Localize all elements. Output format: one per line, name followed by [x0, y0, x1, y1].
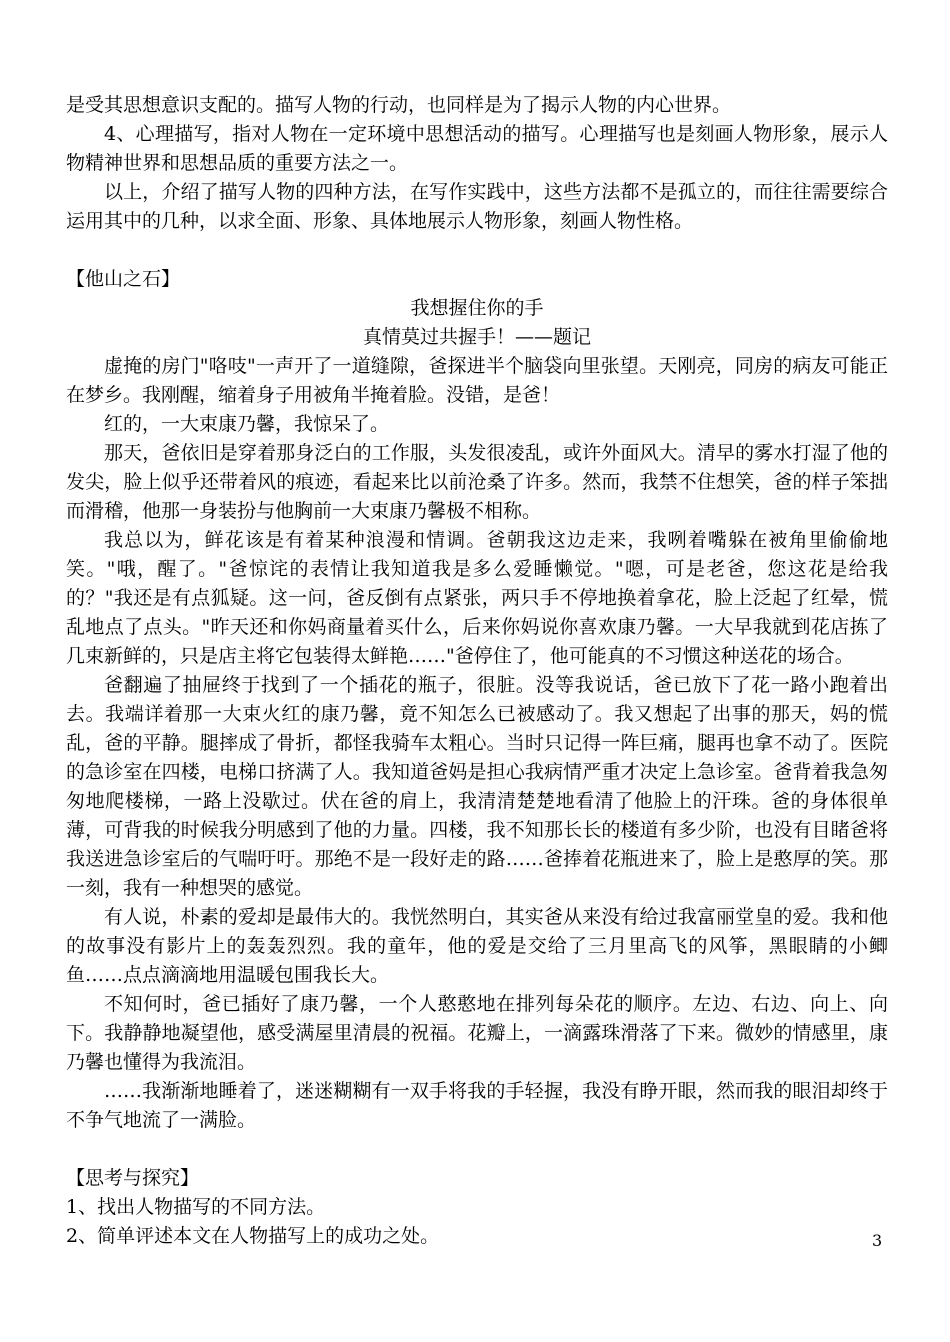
article-paragraph: 虚掩的房门"咯吱"一声开了一道缝隙，爸探进半个脑袋向里张望。天刚亮，同房的病友可能正在梦乡。我刚醒，缩着身子用被角半掩着脸。没错，是爸！ [66, 355, 888, 406]
spacer [66, 1135, 888, 1164]
article-paragraph: 那天，爸依旧是穿着那身泛白的工作服，头发很凌乱，或许外面风大。清早的雾水打湿了他的发尖，脸上似乎还带着风的痕迹，看起来比以前沧桑了许多。然而，我禁不住想笑，爸的样子笨拙而滑稽，他那一身装扮与他胸前一大束康乃馨极不相称。 [66, 442, 888, 522]
section-heading-examples: 【他山之石】 [66, 268, 181, 290]
question-item: 1、找出人物描写的不同方法。 [66, 1196, 326, 1218]
article-paragraph: 爸翻遍了抽屉终于找到了一个插花的瓶子，很脏。没等我说话，爸已放下了花一路小跑着出去。我端详着那一大束火红的康乃馨，竟不知怎么已被感动了。我又想起了出事的那天，妈的慌乱，爸的平静。腿摔成了骨折，都怪我骑车太粗心。当时只记得一阵巨痛，腿再也拿不动了。医院的急诊室在四楼，电梯口挤满了人。我知道爸妈是担心我病情严重才决定上急诊室。爸背着我急匆匆地爬楼梯，一路上没歇过。伏在爸的肩上，我清清楚楚地看清了他脸上的汗珠。爸的身体很单薄，可背我的时候我分明感到了他的力量。四楼，我不知那长长的楼道有多少阶，也没有目睹爸将我送进急诊室后的气喘吁吁。那绝不是一段好走的路……爸捧着花瓶进来了，脸上是憨厚的笑。那一刻，我有一种想哭的感觉。 [66, 674, 888, 899]
article-title: 我想握住你的手 [410, 297, 544, 319]
intro-paragraph-3: 以上，介绍了描写人物的四种方法，在写作实践中，这些方法都不是孤立的，而往往需要综合运用其中的几种，以求全面、形象、具体地展示人物形象，刻画人物性格。 [66, 181, 888, 232]
article-paragraph: 有人说，朴素的爱却是最伟大的。我恍然明白，其实爸从来没有给过我富丽堂皇的爱。我和他的故事没有影片上的轰轰烈烈。我的童年，他的爱是交给了三月里高飞的风筝，黑眼睛的小鲫鱼……点点滴滴地用温暖包围我长大。 [66, 906, 888, 986]
intro-paragraph-2: 4、心理描写，指对人物在一定环境中思想活动的描写。心理描写也是刻画人物形象，展示人物精神世界和思想品质的重要方法之一。 [66, 123, 888, 174]
article-paragraph: 红的，一大束康乃馨，我惊呆了。 [104, 413, 390, 435]
article-paragraph: 我总以为，鲜花该是有着某种浪漫和情调。爸朝我这边走来，我咧着嘴躲在被角里偷偷地笑。"哦，醒了。"爸惊诧的表情让我知道我是多么爱睡懒觉。"嗯，可是老爸，您这花是给我的？"我还是有点狐疑。这一问，爸反倒有点紧张，两只手不停地换着拿花，脸上泛起了红晕，慌乱地点了点头。"昨天还和你妈商量着买什么，后来你妈说你喜欢康乃馨。一大早我就到花店拣了几束新鲜的，只是店主将它包装得太鲜艳……"爸停住了，他可能真的不习惯这种送花的场合。 [66, 529, 888, 667]
question-item: 2、简单评述本文在人物描写上的成功之处。 [66, 1225, 440, 1247]
article-paragraph: 不知何时，爸已插好了康乃馨，一个人憨憨地在排列每朵花的顺序。左边、右边、向上、向下。我静静地凝望他，感受满屋里清晨的祝福。花瓣上，一滴露珠滑落了下来。微妙的情感里，康乃馨也懂得为我流泪。 [66, 993, 888, 1073]
spacer [66, 236, 888, 265]
document-page [66, 91, 888, 1251]
intro-paragraph-1: 是受其思想意识支配的。描写人物的行动，也同样是为了揭示人物的内心世界。 [66, 94, 732, 116]
page-number: 3 [872, 1231, 883, 1250]
article-paragraph: ……我渐渐地睡着了，迷迷糊糊有一双手将我的手轻握，我没有睁开眼，然而我的眼泪却终于不争气地流了一满脸。 [66, 1080, 888, 1131]
article-epigraph: 真情莫过共握手！——题记 [362, 326, 591, 348]
section-heading-questions: 【思考与探究】 [66, 1167, 200, 1189]
